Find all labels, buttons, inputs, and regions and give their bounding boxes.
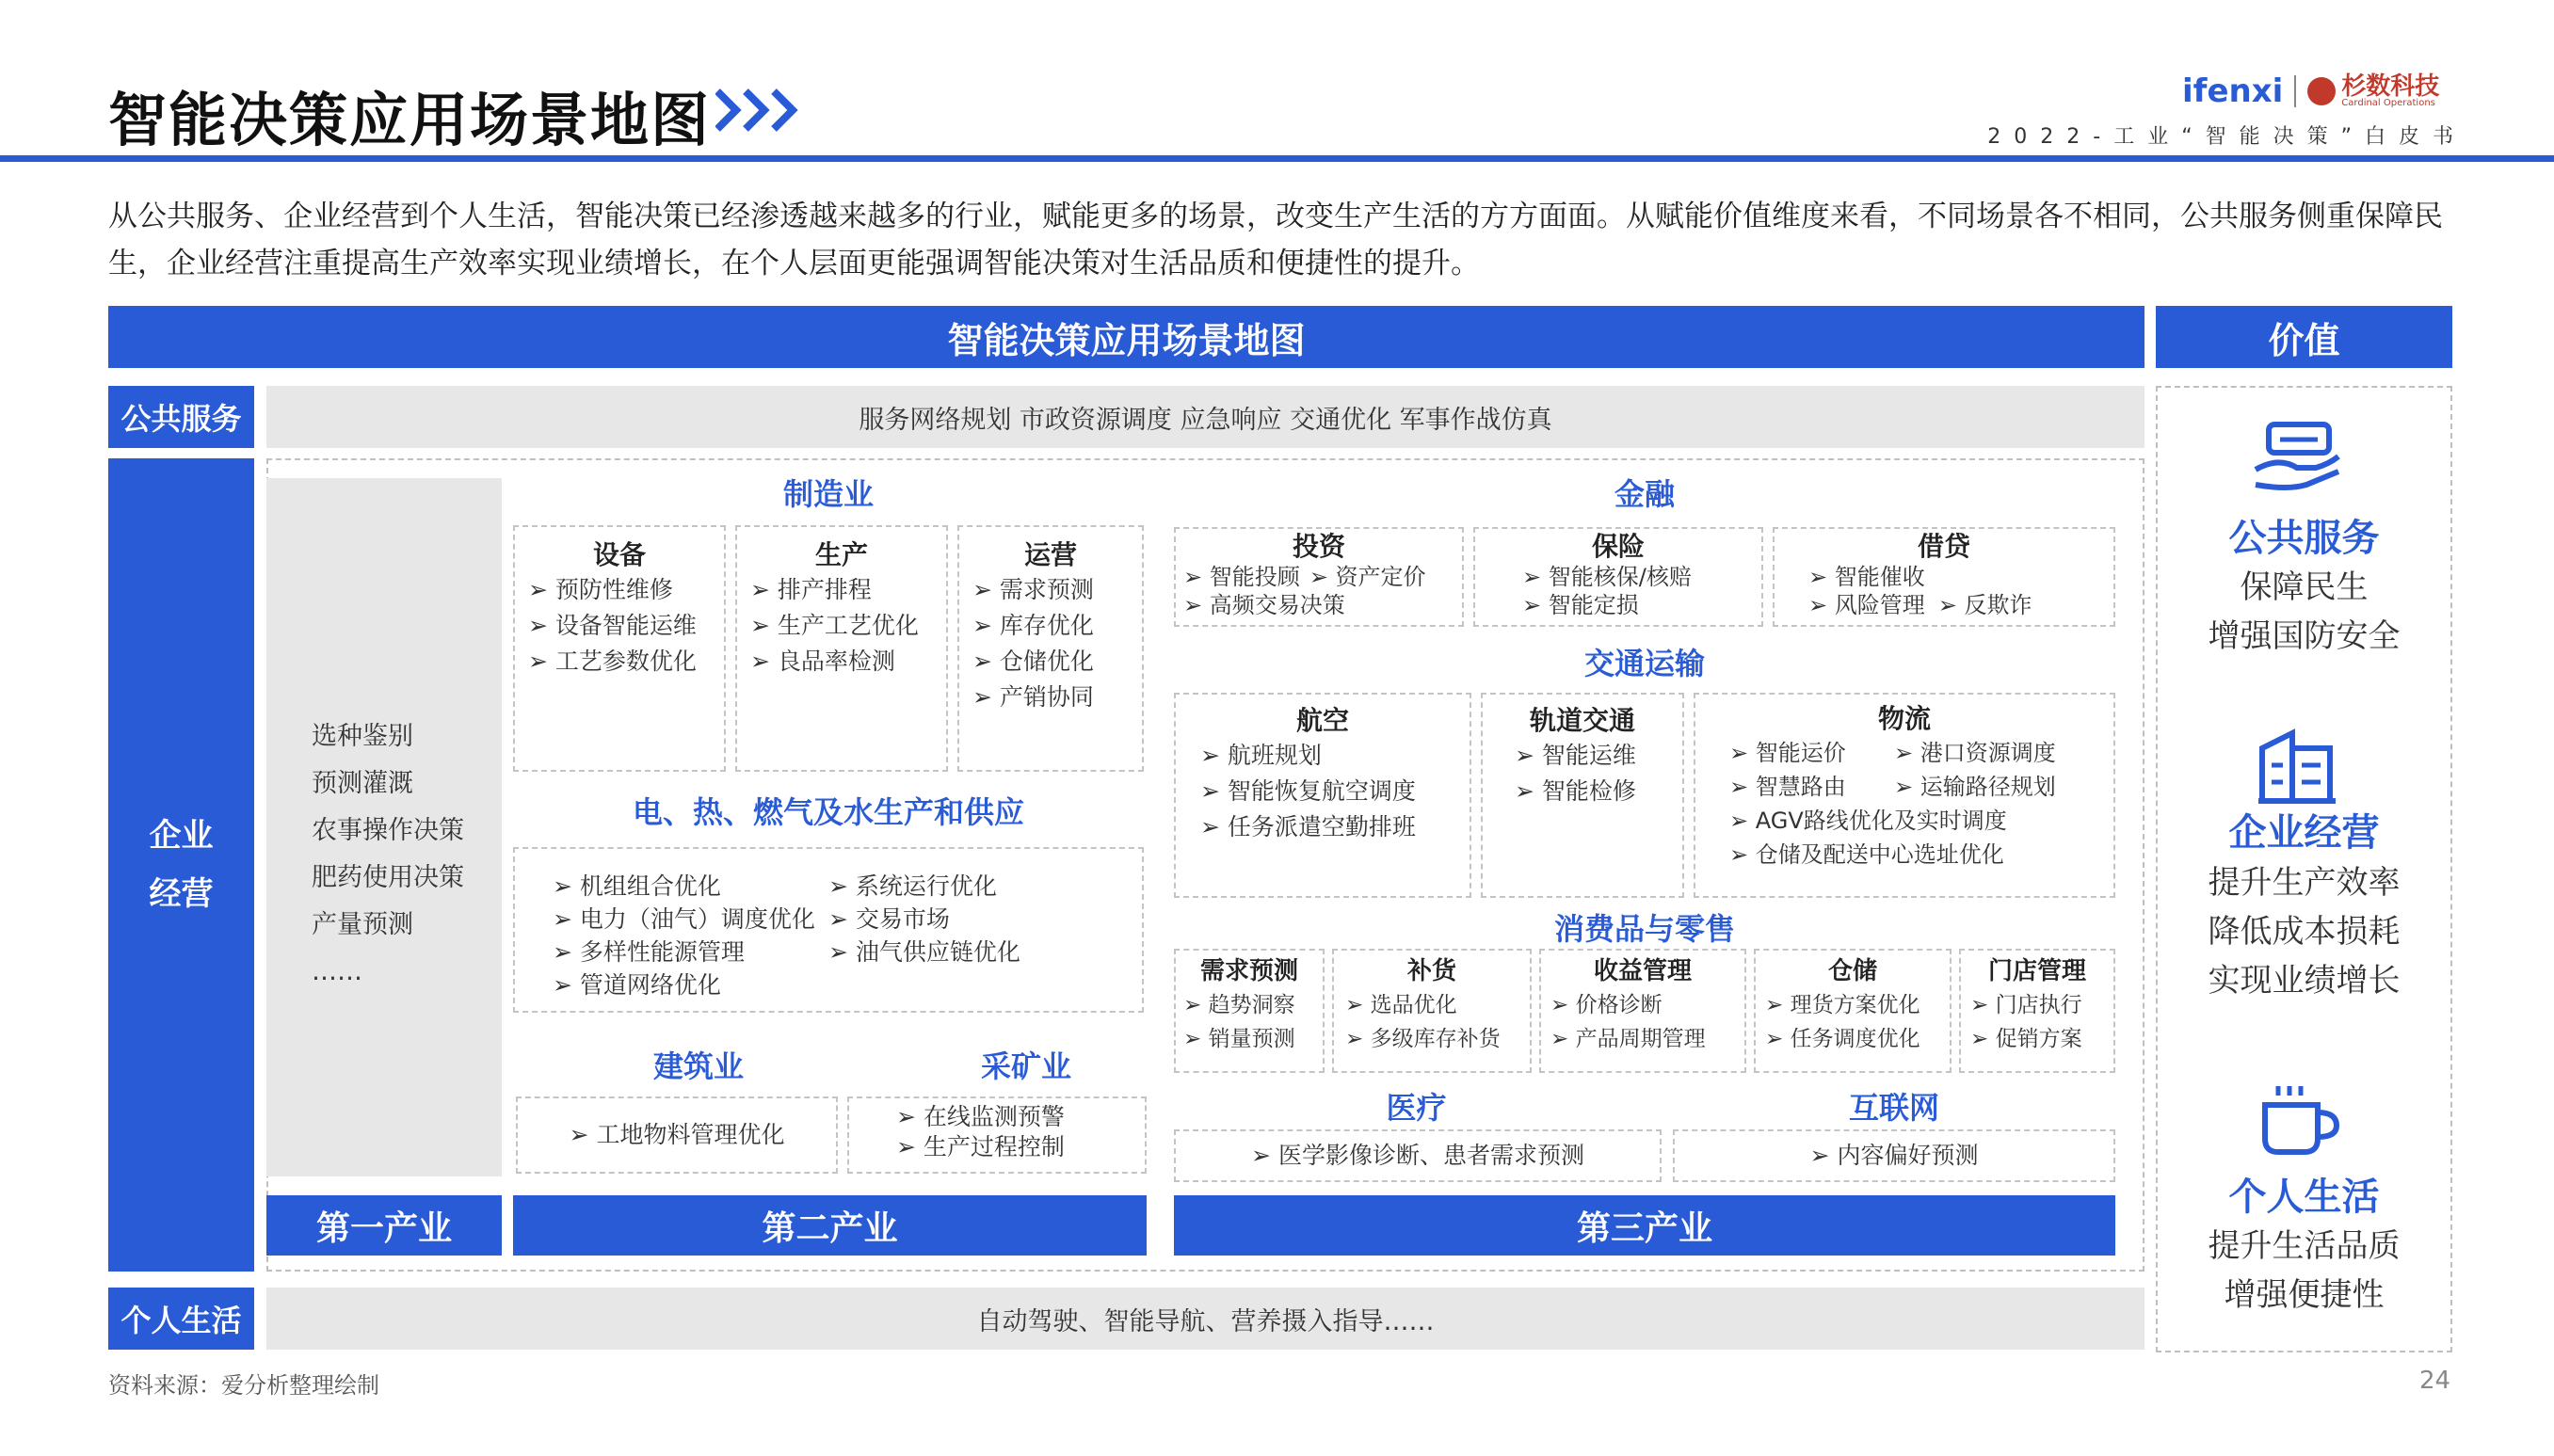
box-title: 设备 bbox=[592, 539, 646, 570]
box-item: ➢ 反欺诈 bbox=[1938, 591, 2032, 619]
box-item: ➢ 门店执行 bbox=[1970, 988, 2104, 1022]
box-item: ➢ 智慧路由 bbox=[1729, 770, 1894, 804]
box-item: ➢ 多样性能源管理 bbox=[553, 936, 828, 968]
value-line: 实现业绩增长 bbox=[2208, 962, 2401, 1000]
intro-paragraph: 从公共服务、企业经营到个人生活，智能决策已经渗透越来越多的行业，赋能更多的场景，改变生产生活的方方面面。从赋能价值维度来看，不同场景各不相同，公共服务侧重保障民生，企业经营注重提高生产效率实现业绩增长，在个人层面更能强调智能决策对生活品质和便捷性的提升。 bbox=[108, 200, 2443, 280]
box-logistics bbox=[1694, 693, 2115, 898]
section-construction: 建筑业 bbox=[652, 1048, 744, 1084]
box-item: ➢ 智能催收 bbox=[1808, 563, 2080, 591]
box-item: ➢ 机组组合优化 bbox=[553, 870, 828, 903]
building-icon bbox=[2255, 720, 2339, 805]
value-title-bar: 价值 bbox=[2156, 306, 2452, 368]
box-investment bbox=[1174, 527, 1464, 627]
value-text-public bbox=[2156, 563, 2452, 661]
primary-item: …… bbox=[312, 957, 362, 986]
box-title: 借贷 bbox=[1917, 531, 1970, 562]
box-title: 需求预测 bbox=[1199, 957, 1298, 985]
box-item: ➢ 良品率检测 bbox=[750, 644, 933, 680]
public-content: 服务网络规划 市政资源调度 应急响应 交通优化 军事作战仿真 bbox=[266, 386, 2144, 448]
box-operations bbox=[957, 525, 1144, 772]
box-replenishment bbox=[1332, 949, 1532, 1073]
box-item: ➢ 港口资源调度 bbox=[1894, 736, 2056, 770]
label-primary-industry: 第一产业 bbox=[266, 1195, 502, 1256]
box-item: ➢ 排产排程 bbox=[750, 572, 933, 608]
label-secondary-industry: 第二产业 bbox=[513, 1195, 1147, 1256]
source-note: 资料来源：爱分析整理绘制 bbox=[108, 1372, 379, 1399]
box-item: ➢ 智能运维 bbox=[1515, 738, 1650, 774]
section-transport: 交通运输 bbox=[1583, 646, 1705, 681]
value-line: 降低成本损耗 bbox=[2208, 913, 2401, 951]
box-item: ➢ 生产过程控制 bbox=[896, 1132, 1098, 1162]
page-title: 智能决策应用场景地图 bbox=[108, 86, 712, 154]
primary-industry-panel bbox=[266, 478, 502, 1176]
box-item: ➢ 需求预测 bbox=[972, 572, 1129, 608]
box-item: ➢ 多级库存补货 bbox=[1345, 1022, 1518, 1056]
box-item: ➢ 航班规划 bbox=[1200, 738, 1445, 774]
box-item: ➢ 产品周期管理 bbox=[1550, 1022, 1735, 1056]
box-item: ➢ 电力（油气）调度优化 bbox=[553, 903, 828, 936]
section-medical: 医疗 bbox=[1386, 1090, 1447, 1126]
row-label-personal: 个人生活 bbox=[108, 1288, 254, 1350]
box-title: 物流 bbox=[1877, 703, 1931, 734]
box-item: ➢ 资产定价 bbox=[1309, 563, 1426, 591]
box-item: ➢ 智能定损 bbox=[1522, 591, 1714, 619]
box-item: ➢ 智能检修 bbox=[1515, 774, 1650, 809]
box-item: ➢ 高频交易决策 bbox=[1183, 591, 1454, 619]
primary-item: 产量预测 bbox=[312, 910, 413, 939]
personal-content: 自动驾驶、智能导航、营养摄入指导…… bbox=[266, 1288, 2144, 1350]
box-item: ➢ 医学影像诊断、患者需求预测 bbox=[1251, 1138, 1584, 1174]
shanshu-logo-sub: Cardinal Operations bbox=[2341, 98, 2435, 108]
row-label-public: 公共服务 bbox=[108, 386, 254, 448]
box-aviation bbox=[1174, 693, 1471, 898]
box-item: ➢ 设备智能运维 bbox=[528, 608, 711, 644]
value-line: 增强国防安全 bbox=[2208, 617, 2401, 655]
box-title: 投资 bbox=[1292, 531, 1345, 562]
box-lending bbox=[1773, 527, 2115, 627]
box-title: 仓储 bbox=[1827, 957, 1877, 985]
section-manufacturing: 制造业 bbox=[782, 476, 874, 512]
box-title: 保险 bbox=[1591, 531, 1645, 562]
box-item: ➢ 智能恢复航空调度 bbox=[1200, 774, 1445, 809]
box-internet bbox=[1673, 1129, 2115, 1182]
box-rail bbox=[1481, 693, 1684, 898]
value-text-personal bbox=[2156, 1222, 2452, 1320]
box-item: ➢ 库存优化 bbox=[972, 608, 1129, 644]
section-retail: 消费品与零售 bbox=[1553, 911, 1735, 947]
hand-card-icon bbox=[2250, 419, 2344, 494]
box-item: ➢ 智能投顾 bbox=[1183, 563, 1300, 591]
section-energy: 电、热、燃气及水生产和供应 bbox=[632, 794, 1024, 830]
box-title: 门店管理 bbox=[1987, 957, 2086, 985]
primary-item: 肥药使用决策 bbox=[312, 863, 464, 892]
value-text-enterprise bbox=[2156, 858, 2452, 1005]
primary-list bbox=[312, 713, 464, 996]
box-item: ➢ AGV路线优化及实时调度 bbox=[1729, 804, 2080, 838]
section-internet: 互联网 bbox=[1848, 1090, 1939, 1126]
box-insurance bbox=[1473, 527, 1763, 627]
box-item: ➢ 任务派遣空勤排班 bbox=[1200, 809, 1445, 845]
value-title-enterprise: 企业经营 bbox=[2228, 811, 2380, 855]
box-item: ➢ 仓储优化 bbox=[972, 644, 1129, 680]
box-title: 收益管理 bbox=[1593, 957, 1692, 985]
box-item: ➢ 在线监测预警 bbox=[896, 1102, 1098, 1132]
box-revenue-management bbox=[1539, 949, 1746, 1073]
box-item: ➢ 选品优化 bbox=[1345, 988, 1518, 1022]
box-item: ➢ 理货方案优化 bbox=[1765, 988, 1940, 1022]
box-mining bbox=[847, 1096, 1147, 1174]
box-item: ➢ 智能运价 bbox=[1729, 736, 1894, 770]
value-line: 增强便捷性 bbox=[2224, 1276, 2385, 1314]
value-line: 保障民生 bbox=[2240, 568, 2369, 606]
value-title-personal: 个人生活 bbox=[2228, 1176, 2380, 1219]
box-item: ➢ 促销方案 bbox=[1970, 1022, 2104, 1056]
box-item: ➢ 仓储及配送中心选址优化 bbox=[1729, 838, 2080, 872]
box-title: 运营 bbox=[1023, 539, 1077, 570]
box-item: ➢ 任务调度优化 bbox=[1765, 1022, 1940, 1056]
box-item: ➢ 运输路径规划 bbox=[1894, 770, 2056, 804]
map-title-bar: 智能决策应用场景地图 bbox=[108, 306, 2144, 368]
box-item: ➢ 预防性维修 bbox=[528, 572, 711, 608]
box-store-management bbox=[1959, 949, 2115, 1073]
box-title: 补货 bbox=[1406, 957, 1456, 985]
value-title-public: 公共服务 bbox=[2228, 517, 2380, 560]
box-item: ➢ 智能核保/核赔 bbox=[1522, 563, 1714, 591]
box-title: 航空 bbox=[1295, 705, 1349, 736]
shanshu-logo-text: 杉数科技 bbox=[2341, 72, 2440, 101]
box-item: ➢ 产销协同 bbox=[972, 680, 1129, 715]
section-mining: 采矿业 bbox=[980, 1048, 1071, 1084]
box-item: ➢ 生产工艺优化 bbox=[750, 608, 933, 644]
box-item: ➢ 工地物料管理优化 bbox=[570, 1117, 785, 1153]
box-item: ➢ 管道网络优化 bbox=[553, 968, 828, 1001]
primary-item: 选种鉴别 bbox=[312, 722, 413, 751]
page-number: 24 bbox=[2419, 1367, 2451, 1395]
box-item: ➢ 销量预测 bbox=[1183, 1022, 1315, 1056]
box-construction bbox=[516, 1096, 838, 1174]
primary-item: 预测灌溉 bbox=[312, 769, 413, 798]
chevrons-icon bbox=[715, 87, 810, 134]
box-item: ➢ 油气供应链优化 bbox=[828, 936, 1104, 968]
box-energy bbox=[513, 847, 1144, 1013]
box-item: ➢ 工艺参数优化 bbox=[528, 644, 711, 680]
box-item: ➢ 趋势洞察 bbox=[1183, 988, 1315, 1022]
ifenxi-logo: ifenxi bbox=[2182, 72, 2284, 110]
label-tertiary-industry: 第三产业 bbox=[1174, 1195, 2115, 1256]
box-title: 轨道交通 bbox=[1529, 705, 1635, 736]
value-line: 提升生活品质 bbox=[2208, 1227, 2401, 1265]
value-line: 提升生产效率 bbox=[2208, 864, 2401, 902]
box-equipment bbox=[513, 525, 726, 772]
box-item: ➢ 内容偏好预测 bbox=[1810, 1138, 1979, 1174]
box-demand-forecast bbox=[1174, 949, 1325, 1073]
shanshu-logo-icon bbox=[2307, 77, 2336, 105]
brand-logos bbox=[2182, 68, 2465, 115]
box-item: ➢ 系统运行优化 bbox=[828, 870, 1104, 903]
box-medical bbox=[1174, 1129, 1662, 1182]
row-label-enterprise: 企业 经营 bbox=[108, 458, 254, 1272]
section-finance: 金融 bbox=[1614, 476, 1675, 512]
primary-item: 农事操作决策 bbox=[312, 816, 464, 845]
cup-icon bbox=[2257, 1082, 2342, 1158]
box-production bbox=[735, 525, 948, 772]
box-title: 生产 bbox=[814, 539, 868, 570]
box-warehousing bbox=[1754, 949, 1952, 1073]
doc-subtitle: 2022-工业“智能决策”白皮书 bbox=[1987, 125, 2466, 149]
box-item: ➢ 价格诊断 bbox=[1550, 988, 1735, 1022]
box-item: ➢ 交易市场 bbox=[828, 903, 1104, 936]
header-divider bbox=[0, 155, 2554, 162]
box-item: ➢ 风险管理 bbox=[1808, 591, 1925, 619]
